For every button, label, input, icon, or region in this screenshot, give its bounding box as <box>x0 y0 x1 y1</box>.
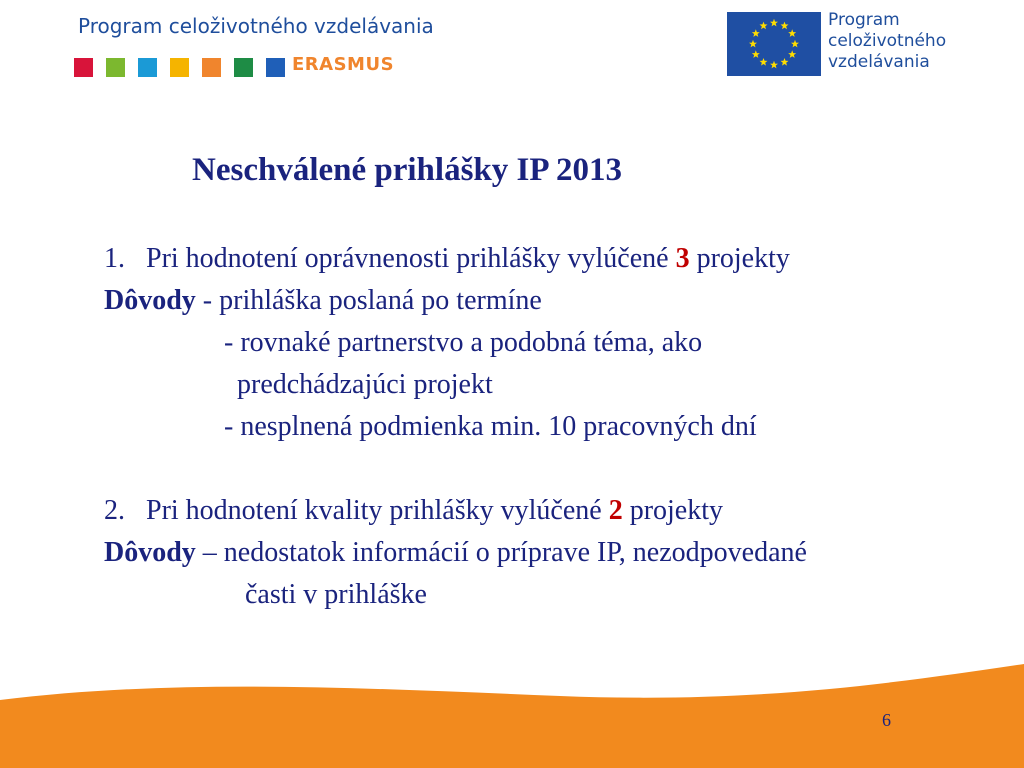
list-text: projekty <box>689 243 790 274</box>
color-squares <box>74 58 285 77</box>
reason-line <box>104 364 1004 406</box>
color-square <box>202 58 221 77</box>
color-square <box>74 58 93 77</box>
page-number: 6 <box>882 710 891 730</box>
reason-text: – nedostatok informácií o príprave IP, nezodpovedané <box>195 537 807 568</box>
reason-line <box>104 406 1004 448</box>
count-value: 2 <box>608 495 623 526</box>
list-text: projekty <box>622 495 724 526</box>
erasmus-label: ERASMUS <box>292 54 395 75</box>
list-item <box>104 490 1004 532</box>
color-square <box>234 58 253 77</box>
color-square <box>170 58 189 77</box>
reason-text: predchádzajúci projekt <box>237 369 493 400</box>
list-item <box>104 238 1004 280</box>
eu-logo-line: celoživotného <box>828 31 947 51</box>
count-value: 3 <box>675 243 690 274</box>
list-number: 1. <box>104 243 125 274</box>
color-square <box>266 58 285 77</box>
program-title: Program celoživotného vzdelávania <box>78 14 434 38</box>
reason-line <box>104 574 1004 616</box>
reasons-label: Dôvody <box>104 285 196 316</box>
reason-text: časti v prihláške <box>245 579 427 610</box>
reason-line <box>104 322 1004 364</box>
color-square <box>106 58 125 77</box>
eu-flag-icon <box>727 12 821 76</box>
eu-logo-line: vzdelávania <box>828 52 930 72</box>
list-text: Pri hodnotení kvality prihlášky vylúčené <box>146 495 609 526</box>
list-text: Pri hodnotení oprávnenosti prihlášky vylúčené <box>146 243 676 274</box>
color-square <box>138 58 157 77</box>
list-number: 2. <box>104 495 125 526</box>
orange-swoosh <box>0 650 1024 768</box>
reason-text: - rovnaké partnerstvo a podobná téma, ako <box>224 327 703 358</box>
reasons-label: Dôvody <box>104 537 196 568</box>
eu-logo-line: Program <box>828 10 900 30</box>
slide-title: Neschválené prihlášky IP 2013 <box>192 152 622 188</box>
reason-line <box>104 280 1004 322</box>
eu-logo-text <box>828 10 946 73</box>
slide-body <box>104 238 1004 616</box>
reason-text: - nesplnená podmienka min. 10 pracovných dní <box>224 411 757 442</box>
reason-line <box>104 532 1004 574</box>
reason-text: - prihláška poslaná po termíne <box>195 285 542 316</box>
